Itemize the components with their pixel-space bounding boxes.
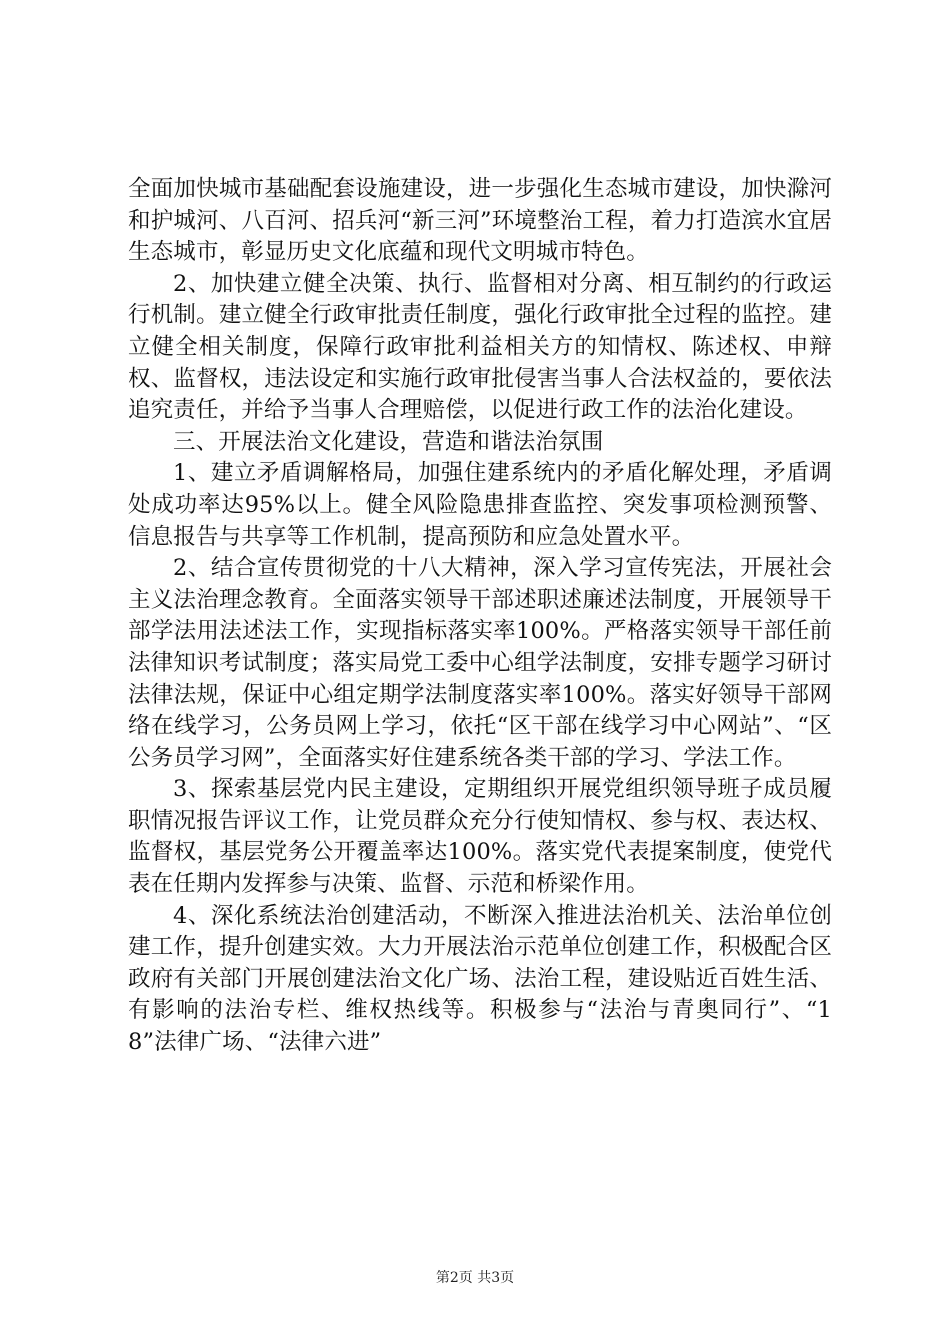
section-heading-3: 三、开展法治文化建设，营造和谐法治氛围 — [173, 428, 604, 455]
paragraph-item-3-grassroots-democracy: 3、探索基层党内民主建设，定期组织开展党组织领导班子成员履职情况报告评议工作，让党员群众充分行使知情权、参与权、表达权、监督权，基层党务公开覆盖率达100%。落实党代表提案制度，使党代表在任期内发挥参与决策、监督、示范和桥梁作用。 — [128, 776, 832, 898]
page-number-footer: 第2页 共3页 — [435, 1270, 515, 1286]
document-body — [128, 174, 832, 1059]
paragraph-item-4-rule-of-law-creation: 4、深化系统法治创建活动，不断深入推进法治机关、法治单位创建工作，提升创建实效。大力开展法治示范单位创建工作，积极配合区政府有关部门开展创建法治文化广场、法治工程，建设贴近百姓生活、有影响的法治专栏、维权热线等。积极参与“法治与青奥同行”、“18”法律广场、“法律六进” — [128, 902, 832, 1056]
paragraph-item-2-admin-mechanism: 2、加快建立健全决策、执行、监督相对分离、相互制约的行政运行机制。建立健全行政审批责任制度，强化行政审批全过程的监控。建立健全相关制度，保障行政审批利益相关方的知情权、陈述权、申辩权、监督权，违法设定和实施行政审批侵害当事人合法权益的，要依法追究责任，并给予当事人合理赔偿，以促进行政工作的法治化建设。 — [128, 270, 832, 424]
paragraph-continuation: 全面加快城市基础配套设施建设，进一步强化生态城市建设，加快滁河和护城河、八百河、招兵河“新三河”环境整治工程，着力打造滨水宜居生态城市，彰显历史文化底蕴和现代文明城市特色。 — [128, 176, 832, 266]
paragraph-item-2-legal-education: 2、结合宣传贯彻党的十八大精神，深入学习宣传宪法，开展社会主义法治理念教育。全面落实领导干部述职述廉述法制度，开展领导干部学法用法述法工作，实现指标落实率100%。严格落实领导干部任前法律知识考试制度；落实局党工委中心组学法制度，安排专题学习研讨法律法规，保证中心组定期学法制度落实率100%。落实好领导干部网络在线学习，公务员网上学习，依托“区干部在线学习中心网站”、“区公务员学习网”，全面落实好住建系统各类干部的学习、学法工作。 — [128, 555, 832, 771]
paragraph-item-1-conflict-mediation: 1、建立矛盾调解格局，加强住建系统内的矛盾化解处理，矛盾调处成功率达95%以上。健全风险隐患排查监控、突发事项检测预警、信息报告与共享等工作机制，提高预防和应急处置水平。 — [128, 460, 832, 550]
